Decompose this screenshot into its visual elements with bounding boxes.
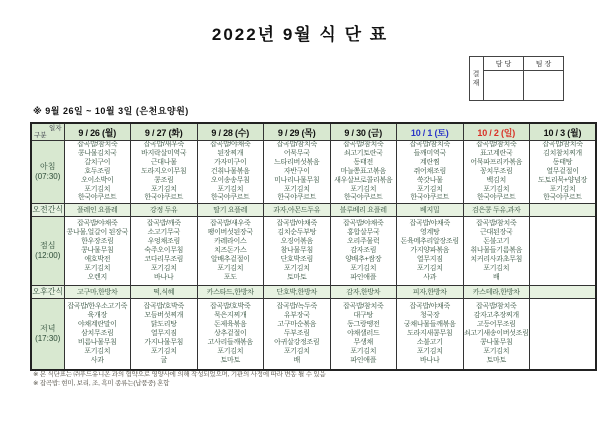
menu-item: 콩나물,얼갈이 된장국 [66,229,128,237]
menu-item: 근대나물 [150,158,177,166]
snack-cell [397,286,464,299]
menu-item: 콩나물무침 [480,338,513,346]
menu-item: 코다리무조림 [144,255,184,263]
row-label-pm_snack [31,286,64,299]
menu-item: 포기김치 [84,264,111,272]
menu-cell [131,299,198,371]
menu-cell [463,299,530,371]
snack-cell [264,204,331,217]
menu-item: 고사리들깨볶음 [207,338,253,346]
row-label-time: (07:30) [35,172,61,182]
menu-item: 오이소박이 [81,176,114,184]
meal-row-lunch [31,217,596,286]
menu-cell [131,217,198,286]
menu-item: 포기김치 [217,185,244,193]
snack-cell [264,286,331,299]
menu-item: 콩조림 [154,176,174,184]
snack-item: 카스타드,한방차 [206,289,254,297]
menu-item: 포기김치 [84,347,111,355]
menu-item: 포기김치 [150,264,177,272]
menu-cell [131,141,198,204]
menu-item: 잡곡밥/참치죽 [476,141,517,148]
menu-item: 포기김치 [283,347,310,355]
menu-item: 도라지오이무침 [141,167,187,175]
menu-item: 무생채 [353,338,373,346]
snack-cell [330,204,397,217]
row-label-breakfast [31,141,64,204]
menu-item: 건취나물볶음 [210,167,250,175]
row-label-dinner [31,299,64,371]
menu-item: 가자미구이 [214,158,247,166]
menu-item: 새우살브로콜리볶음 [334,176,393,184]
menu-item: 파인애플 [350,273,377,281]
menu-item: 잡곡밥/참치죽 [409,141,450,148]
menu-item: 유부장국 [283,312,310,320]
menu-item: 갈치구이 [84,158,111,166]
menu-item: 느타리버섯볶음 [274,158,320,166]
menu-item: 꽁치무조림 [480,167,513,175]
snack-item: 베지밀 [420,207,440,215]
menu-item: 쥐어채조림 [413,167,446,175]
menu-item: 한우장조림 [81,237,114,245]
menu-item: 미나리나물무침 [274,176,320,184]
menu-item: 토마토 [287,273,307,281]
menu-item: 동태탕 [552,158,573,166]
menu-item: 김치참치찌개 [543,149,582,157]
menu-item: 잡곡밥/참치죽 [476,303,517,311]
date-header-row [31,123,596,141]
menu-item: 모듬버섯찌개 [144,312,184,320]
menu-item: 한국야쿠르트 [543,194,582,202]
snack-cell [330,286,397,299]
menu-item: 애호박전 [84,255,111,263]
meal-row-am_snack [31,204,596,217]
snack-item: 피자,한방차 [412,289,447,297]
menu-item: 잡곡밥/참치죽 [343,303,384,311]
snack-cell [197,286,264,299]
menu-item: 바지락살미역국 [141,149,187,157]
approval-sign-cell [524,71,564,101]
snack-cell [64,204,131,217]
menu-item: 우엉채조림 [147,237,180,245]
date-header: 9 / 26 (월) [64,123,131,141]
menu-item: 궁채나물들깨볶음 [403,320,456,328]
menu-item: 잡곡밥/새우죽 [210,220,251,228]
snack-cell [530,286,597,299]
menu-item: 쑥갓나물 [416,176,443,184]
menu-item: 잡곡밥/야채죽 [77,220,118,228]
menu-item: 잡곡밥/참치죽 [476,220,517,228]
snack-cell [197,204,264,217]
menu-item: 한국야쿠르트 [343,194,383,202]
menu-item: 카레라이스 [214,237,247,245]
approval-stamp-label: 결재 [470,57,484,101]
menu-item: 한국야쿠르트 [476,194,516,202]
snack-cell [530,204,597,217]
menu-item: 들깨미역국 [413,149,446,157]
menu-item: 어묵파프리카볶음 [470,158,523,166]
menu-item: 열무겉절이 [546,167,579,175]
menu-cell [264,217,331,286]
menu-item: 취나물들기름볶음 [470,246,523,254]
date-header: 9 / 29 (목) [264,123,331,141]
menu-item: 대구탕 [353,312,373,320]
menu-item: 호두조림 [84,167,111,175]
menu-item: 잡곡밥/참치죽 [542,141,583,148]
menu-item: 한국야쿠르트 [77,194,117,202]
menu-item: 돈불고기 [483,237,510,245]
menu-item: 잡곡밥/야채죽 [409,303,450,311]
menu-item: 한국야쿠르트 [277,194,317,202]
snack-cell [397,204,464,217]
menu-item: 팽이버섯된장국 [207,229,253,237]
menu-item: 고등어무조림 [476,320,516,328]
menu-item: 콩나물무침 [81,246,114,254]
menu-cell [463,217,530,286]
menu-item: 잡곡밥/녹두죽 [276,303,317,311]
menu-cell [197,217,264,286]
menu-item: 감자조림 [350,246,377,254]
snack-cell [463,286,530,299]
menu-item: 한국야쿠르트 [144,194,184,202]
corner-label-category: 구분 [34,132,47,139]
menu-item: 포기김치 [150,347,177,355]
page-title: 2022년 9월 식 단 표 [211,25,389,44]
menu-item: 잡곡밥/참치죽 [276,141,317,148]
menu-item: 토마토 [486,356,506,364]
menu-item: 잡곡밥/야채죽 [409,220,450,228]
menu-cell [397,141,464,204]
menu-item: 오이송송무침 [210,176,250,184]
menu-cell [330,217,397,286]
menu-item: 포기김치 [416,185,443,193]
menu-item: 감자고추장찌개 [473,312,519,320]
menu-item: 된장찌개 [217,149,244,157]
menu-item: 바나나 [154,273,174,281]
menu-item: 어묵무국 [283,149,310,157]
snack-item: 고구마,한방차 [77,289,118,297]
menu-cell [397,299,464,371]
menu-item: 포기김치 [84,185,111,193]
snack-cell [64,286,131,299]
corner-label-date: 일자 [48,125,62,132]
menu-item: 열무지짐 [416,255,443,263]
menu-item: 영계탕 [420,229,440,237]
menu-item: 토마토 [220,356,240,364]
menu-item: 숙주오이무침 [144,246,184,254]
period-note: ※ 9월 26일 ~ 10월 3일 (은천요양원) [33,106,189,116]
snack-cell [463,204,530,217]
menu-item: 잡곡밥/깨죽 [146,220,181,228]
menu-cell [397,217,464,286]
approval-role-timjang: 팀 장 [524,57,564,71]
menu-item: 잡곡밥/참치죽 [343,141,384,148]
menu-item: 야채계란말이 [77,320,117,328]
menu-item: 배 [493,273,500,281]
menu-item: 잡곡밥/호박죽 [143,303,184,311]
menu-item: 잡곡밥/참치죽 [77,141,118,148]
snack-item: 감자,한방차 [346,289,381,297]
menu-item: 김치순두부탕 [277,229,317,237]
menu-item: 잡곡밥/한우소고기죽 [67,303,128,311]
snack-item: 플레인 요플레 [77,207,118,215]
menu-item: 포기김치 [350,185,377,193]
menu-item: 고구마순볶음 [277,320,317,328]
snack-item: 딸기 요플레 [213,207,248,215]
menu-item: 잡곡밥/호박죽 [210,303,251,311]
footnote-line: ※ 본 식단표는 ㈜푸드유니온 과의 협약으로 영양사에 의해 작성되었으며, 기관의 사정에 따라 변동 될 수 있음 [33,371,326,378]
menu-item: 포기김치 [483,347,510,355]
corner-cell [31,123,64,141]
menu-item: 귤 [160,356,167,364]
menu-item: 포도 [223,273,237,281]
menu-cell [530,299,597,371]
menu-item: 두부조림 [283,329,310,337]
menu-item: 오징어볶음 [280,237,313,245]
menu-item: 바나나 [420,356,440,364]
row-label-name: 점심 [40,241,56,251]
approval-box [469,56,564,101]
menu-item: 치즈돈가스 [214,246,247,254]
meal-row-breakfast [31,141,596,204]
menu-item: 동그랑땡전 [347,320,380,328]
menu-item: 잡곡밥/야채죽 [343,220,384,228]
snack-item: 검은콩 두유,과자 [471,207,521,215]
menu-item: 포기김치 [549,185,576,193]
menu-item: 돈제육볶음 [214,320,247,328]
menu-cell [197,299,264,371]
menu-item: 동태전 [353,158,373,166]
menu-item: 한국야쿠르트 [210,194,250,202]
menu-item: 마늘쫑표고볶음 [340,167,386,175]
row-label-name: 아침 [40,162,56,172]
menu-item: 육개장 [87,312,107,320]
menu-cell [530,217,597,286]
snack-item: 블루베리 요플레 [339,207,387,215]
menu-item: 삼치무조림 [81,329,114,337]
menu-item: 가지나물무침 [144,338,184,346]
date-header: 9 / 27 (화) [131,123,198,141]
menu-cell [264,141,331,204]
menu-item: 포기김치 [283,264,310,272]
menu-item: 근대된장국 [480,229,513,237]
menu-table [30,122,597,371]
snack-item: 단호박,한방차 [276,289,317,297]
menu-item: 도토리묵+양념장 [537,176,588,184]
menu-item: 아귀살강정조림 [274,338,320,346]
menu-cell [330,299,397,371]
menu-item: 야채샐러드 [347,329,380,337]
menu-item: 쇠고기토란국 [343,149,383,157]
menu-item: 자반구이 [283,167,310,175]
menu-item: 도라지새콤무침 [407,329,453,337]
menu-cell [330,141,397,204]
menu-item: 포기김치 [483,264,510,272]
menu-item: 잡곡밥/야채죽 [276,220,317,228]
menu-item: 오리주물럭 [347,237,380,245]
menu-item: 한국야쿠르트 [410,194,450,202]
snack-item: 카스테라,한방차 [472,289,520,297]
snack-item: 강정 두유 [150,207,178,215]
row-label-name: 오전간식 [32,205,64,215]
menu-item: 알배추겉절이 [210,255,250,263]
menu-table-body [31,123,596,370]
menu-item: 배 [293,356,300,364]
menu-item: 청국장 [420,312,440,320]
menu-item: 상추겉절이 [214,329,247,337]
date-header: 10 / 2 (일) [463,123,530,141]
menu-cell [64,141,131,204]
menu-item: 가지양파볶음 [410,246,450,254]
menu-item: 양배추+쌈장 [345,255,382,263]
menu-item: 돈육메추리알장조림 [400,237,459,245]
menu-item: 포기김치 [217,347,244,355]
row-label-time: (17:30) [35,334,61,344]
snack-cell [131,204,198,217]
menu-item: 사과 [90,356,104,364]
menu-item: 오렌지 [87,273,107,281]
row-label-lunch [31,217,64,286]
date-header: 10 / 1 (토) [397,123,464,141]
approval-sign-cell [484,71,524,101]
snack-item: 과자,아몬드두유 [273,207,321,215]
menu-item: 사과 [423,273,437,281]
footnotes [33,370,573,388]
menu-item: 쇠고기새송이버섯조림 [463,329,529,337]
menu-item: 묵은지찌개 [214,312,247,320]
menu-cell [64,217,131,286]
menu-cell [530,141,597,204]
menu-item: 단호박조림 [280,255,313,263]
menu-item: 치커리사과초무침 [470,255,523,263]
menu-item: 포기김치 [350,347,377,355]
menu-item: 표고계란국 [480,149,513,157]
menu-item: 포기김치 [350,264,377,272]
menu-item: 포기김치 [416,347,443,355]
meal-row-pm_snack [31,286,596,299]
row-label-name: 저녁 [40,324,56,334]
row-label-name: 오후간식 [32,287,64,297]
menu-item: 백김치 [486,176,506,184]
snack-item: 떡,식혜 [153,289,175,297]
menu-cell [197,141,264,204]
menu-item: 포기김치 [217,264,244,272]
date-header: 9 / 28 (수) [197,123,264,141]
menu-item: 포기김치 [416,264,443,272]
menu-item: 콩나물김치국 [77,149,117,157]
menu-item: 계란찜 [420,158,440,166]
menu-item: 포기김치 [150,185,177,193]
menu-cell [463,141,530,204]
menu-item: 파인애플 [350,356,377,364]
menu-item: 포기김치 [483,185,510,193]
menu-item: 참나물무침 [280,246,313,254]
menu-item: 잡곡밥/야채죽 [210,141,251,148]
date-header: 10 / 3 (월) [530,123,597,141]
menu-item: 비름나물무침 [77,338,117,346]
menu-item: 홍합살무국 [347,229,380,237]
row-label-am_snack [31,204,64,217]
menu-item: 소고기무국 [147,229,180,237]
snack-cell [131,286,198,299]
date-header: 9 / 30 (금) [330,123,397,141]
menu-item: 소불고기 [416,338,443,346]
menu-item: 열무지짐 [150,329,177,337]
row-label-time: (12:00) [35,251,61,261]
menu-cell [264,299,331,371]
meal-row-dinner [31,299,596,371]
footnote-line: ※ 잡곡밥: 현미, 보리, 조, 흑미 종류는(납품중) 혼합 [33,380,170,387]
approval-role-damdang: 담 당 [484,57,524,71]
menu-item: 잡곡밥/새우죽 [143,141,184,148]
menu-item: 포기김치 [283,185,310,193]
menu-item: 닭도리탕 [150,320,177,328]
menu-cell [64,299,131,371]
